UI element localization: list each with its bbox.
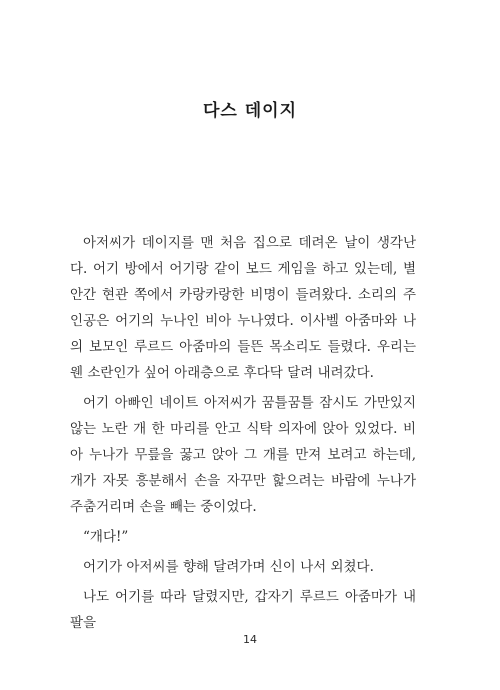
body-text xyxy=(70,230,416,640)
paragraph: 나도 어기를 따라 달렸지만, 갑자기 루르드 아줌마가 내 팔을 xyxy=(70,589,416,631)
paragraph: 아저씨가 데이지를 맨 처음 집으로 데려온 날이 생각난다. 어기 방에서 어기랑 같이 보드 게임을 하고 있는데, 별안간 현관 쪽에서 카랑카랑한 비명이 들려왔다. 소리의 주인공은 어기의 누나인 비아 누나였다. 이사벨 아줌마와 나의 보모인 루르드 아줌마의 들뜬 목소리도 들렸다. 우리는 웬 소란인가 싶어 아래층으로 후다닥 달려 내려갔다. xyxy=(70,235,416,381)
paragraph: 어기가 아저씨를 향해 달려가며 신이 나서 외쳤다. xyxy=(83,559,374,575)
page-number: 14 xyxy=(243,633,257,646)
paragraph: “개다!” xyxy=(83,529,129,545)
paragraph: 어기 아빠인 네이트 아저씨가 꿈틀꿈틀 잠시도 가만있지 않는 노란 개 한 마리를 안고 식탁 의자에 앉아 있었다. 비아 누나가 무릎을 꿇고 앉아 그 개를 만져 보려고 하는데, 개가 자못 흥분해서 손을 자꾸만 핥으려는 바람에 누나가 주춤거리며 손을 빼는 중이었다. xyxy=(70,395,416,515)
chapter-title: 다스 데이지 xyxy=(202,101,298,121)
